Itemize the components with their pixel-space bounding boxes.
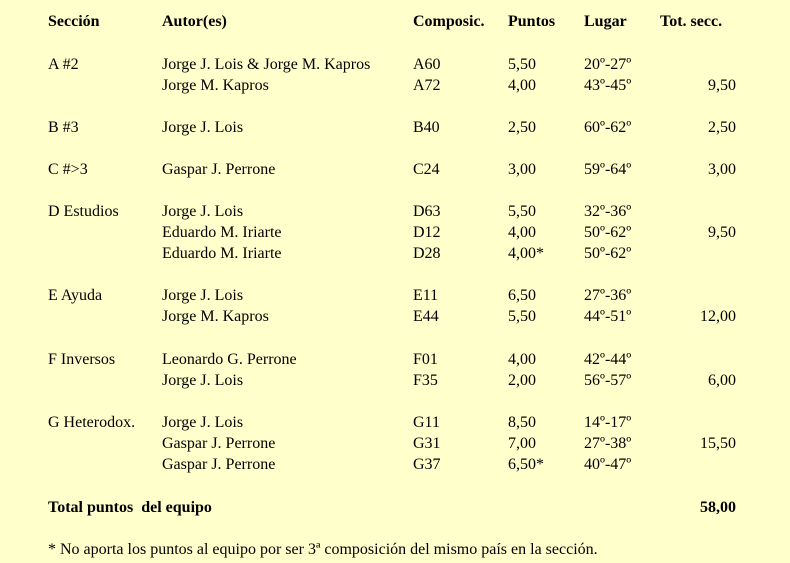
cell-autor: Eduardo M. Iriarte: [162, 245, 282, 262]
cell-seccion: C #>3: [48, 161, 88, 178]
cell-lugar: 43º-45º: [584, 77, 632, 94]
cell-composicion: F35: [413, 372, 438, 389]
cell-puntos: 2,00: [508, 372, 536, 389]
header-puntos: Puntos: [508, 13, 556, 30]
cell-autor: Jorge J. Lois: [162, 287, 244, 304]
cell-autor: Jorge M. Kapros: [162, 308, 269, 325]
cell-lugar: 27º-38º: [584, 435, 632, 452]
total-value: 58,00: [700, 499, 736, 516]
cell-autor: Gaspar J. Perrone: [162, 435, 276, 452]
table-row: [0, 117, 790, 138]
cell-autor: Jorge J. Lois & Jorge M. Kapros: [162, 56, 371, 73]
total-row: [0, 497, 790, 518]
table-row: [0, 285, 790, 306]
cell-puntos: 6,50: [508, 287, 536, 304]
total-label: Total puntos del equipo: [48, 499, 212, 516]
table-row: [0, 412, 790, 433]
footnote: * No aporta los puntos al equipo por ser 3ª composición del mismo país en la sección.: [48, 541, 598, 558]
cell-puntos: 2,50: [508, 119, 536, 136]
cell-lugar: 59º-64º: [584, 161, 632, 178]
table-header: [0, 11, 790, 32]
cell-composicion: A72: [413, 77, 441, 94]
cell-puntos: 5,50: [508, 203, 536, 220]
cell-puntos: 3,00: [508, 161, 536, 178]
cell-composicion: D12: [413, 224, 441, 241]
cell-composicion: B40: [413, 119, 440, 136]
cell-seccion: B #3: [48, 119, 79, 136]
cell-composicion: A60: [413, 56, 441, 73]
table-row: [0, 306, 790, 327]
cell-lugar: 40º-47º: [584, 456, 632, 473]
cell-puntos: 5,50: [508, 56, 536, 73]
header-seccion: Sección: [48, 13, 100, 30]
cell-seccion: G Heterodox.: [48, 414, 136, 431]
cell-composicion: G11: [413, 414, 440, 431]
cell-autor: Jorge J. Lois: [162, 203, 244, 220]
header-tot-secc: Tot. secc.: [660, 13, 723, 30]
cell-tot-secc: 9,50: [708, 77, 736, 94]
cell-puntos: 4,00: [508, 77, 536, 94]
cell-puntos: 4,00*: [508, 245, 544, 262]
cell-composicion: E11: [413, 287, 439, 304]
cell-seccion: A #2: [48, 56, 79, 73]
cell-tot-secc: 12,00: [700, 308, 736, 325]
cell-puntos: 4,00: [508, 351, 536, 368]
cell-composicion: C24: [413, 161, 440, 178]
table-row: [0, 370, 790, 391]
cell-lugar: 42º-44º: [584, 351, 632, 368]
table-row: [0, 54, 790, 75]
cell-puntos: 7,00: [508, 435, 536, 452]
header-autores: Autor(es): [162, 13, 227, 30]
table-row: [0, 243, 790, 264]
cell-puntos: 4,00: [508, 224, 536, 241]
cell-composicion: D63: [413, 203, 441, 220]
cell-lugar: 50º-62º: [584, 224, 632, 241]
header-composic: Composic.: [413, 13, 485, 30]
cell-puntos: 5,50: [508, 308, 536, 325]
cell-composicion: G37: [413, 456, 441, 473]
cell-lugar: 27º-36º: [584, 287, 632, 304]
cell-autor: Eduardo M. Iriarte: [162, 224, 282, 241]
cell-composicion: E44: [413, 308, 439, 325]
cell-lugar: 14º-17º: [584, 414, 632, 431]
cell-autor: Jorge J. Lois: [162, 414, 244, 431]
table-row: [0, 222, 790, 243]
table-row: [0, 159, 790, 180]
cell-lugar: 56º-57º: [584, 372, 632, 389]
cell-autor: Leonardo G. Perrone: [162, 351, 297, 368]
cell-seccion: F Inversos: [48, 351, 116, 368]
table-row: [0, 75, 790, 96]
cell-composicion: D28: [413, 245, 441, 262]
table-row: [0, 433, 790, 454]
cell-composicion: F01: [413, 351, 438, 368]
table-row: [0, 349, 790, 370]
cell-lugar: 20º-27º: [584, 56, 632, 73]
cell-tot-secc: 6,00: [708, 372, 736, 389]
cell-tot-secc: 2,50: [708, 119, 736, 136]
cell-autor: Jorge M. Kapros: [162, 77, 269, 94]
cell-puntos: 8,50: [508, 414, 536, 431]
cell-tot-secc: 15,50: [700, 435, 736, 452]
cell-autor: Gaspar J. Perrone: [162, 161, 276, 178]
cell-lugar: 44º-51º: [584, 308, 632, 325]
header-lugar: Lugar: [584, 13, 627, 30]
cell-tot-secc: 3,00: [708, 161, 736, 178]
cell-seccion: E Ayuda: [48, 287, 103, 304]
cell-lugar: 50º-62º: [584, 245, 632, 262]
cell-puntos: 6,50*: [508, 456, 544, 473]
table-row: [0, 454, 790, 475]
cell-autor: Gaspar J. Perrone: [162, 456, 276, 473]
table-row: [0, 201, 790, 222]
cell-autor: Jorge J. Lois: [162, 119, 244, 136]
cell-lugar: 32º-36º: [584, 203, 632, 220]
cell-composicion: G31: [413, 435, 441, 452]
cell-autor: Jorge J. Lois: [162, 372, 244, 389]
cell-tot-secc: 9,50: [708, 224, 736, 241]
cell-lugar: 60º-62º: [584, 119, 632, 136]
cell-seccion: D Estudios: [48, 203, 119, 220]
